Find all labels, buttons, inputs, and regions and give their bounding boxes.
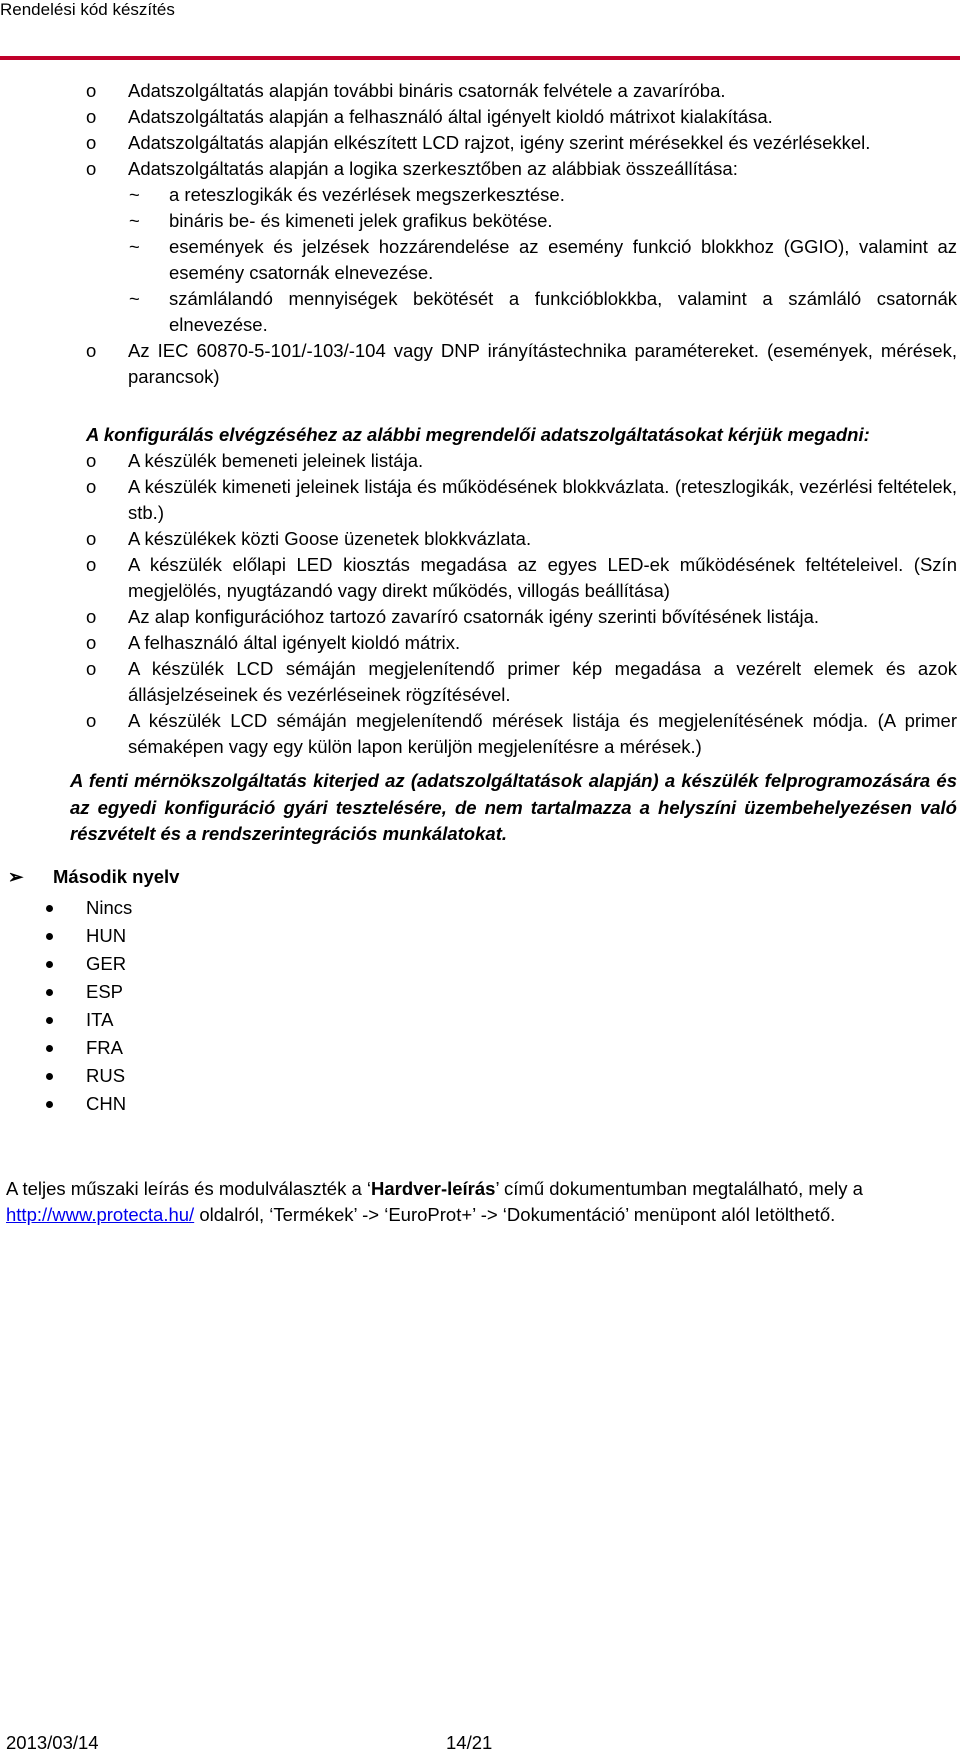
list-item-text: Adatszolgáltatás alapján a logika szerkesztőben az alábbiak összeállítása: [128,158,738,179]
circle-bullet-icon: o [86,80,97,101]
dot-bullet-icon [46,961,53,968]
language-option [0,950,960,978]
second-language-heading [0,864,960,890]
document-body [0,78,960,1228]
second-language-options [0,894,960,1118]
circle-bullet-icon: o [86,450,97,471]
language-option-label: RUS [86,1064,126,1086]
list-item [0,552,960,604]
list-item [0,448,960,474]
circle-bullet-icon: o [86,106,97,127]
list-item [0,104,960,130]
header-divider [0,56,960,60]
tilde-bullet-icon: ~ [129,236,140,257]
list-item-text: Az IEC 60870-5-101/-103/-104 vagy DNP irányítástechnika paramétereket. (események, mérések, parancsok) [128,340,957,387]
list-item-text: bináris be- és kimeneti jelek grafikus bekötése. [169,210,553,231]
circle-bullet-icon: o [86,632,97,653]
section-megrendeloi-list [0,448,960,760]
list-item [0,604,960,630]
language-option-label: ITA [86,1008,114,1030]
language-option [0,1006,960,1034]
list-item-text: Adatszolgáltatás alapján a felhasználó által igényelt kioldó mátrixot kialakítása. [128,106,773,127]
list-item-text: A felhasználó által igényelt kioldó mátrix. [128,632,461,653]
section-adatszolgaltatas-list [0,78,960,390]
language-option-label: GER [86,952,127,974]
dot-bullet-icon [46,1101,53,1108]
circle-bullet-icon: o [86,528,97,549]
list-item-text: A készülék bemeneti jeleinek listája. [128,450,424,471]
protecta-link[interactable]: http://www.protecta.hu/ [6,1203,195,1225]
doc-text-1: A teljes műszaki leírás és modulválaszték a ‘ [6,1177,372,1199]
list-item [0,630,960,656]
documentation-paragraph [0,1176,960,1228]
dot-bullet-icon [46,1073,53,1080]
language-option-label: CHN [86,1092,127,1114]
list-item [0,130,960,156]
list-item-text: A készülék LCD sémáján megjelenítendő mérések listája és megjelenítésének módja. (A primer sémaképen vagy egy külön lapon kerüljön megjelenítésre a mérések.) [128,710,957,757]
section2-heading: A konfigurálás elvégzéséhez az alábbi megrendelői adatszolgáltatásokat kérjük megadni: [86,424,870,445]
list-item [0,656,960,708]
circle-bullet-icon: o [86,710,97,731]
list-item [0,234,960,286]
circle-bullet-icon: o [86,340,97,361]
list-item-text: Adatszolgáltatás alapján elkészített LCD rajzot, igény szerint mérésekkel és vezérlésekkel. [128,132,871,153]
circle-bullet-icon: o [86,476,97,497]
language-option [0,922,960,950]
second-language-title: Második nyelv [53,865,180,887]
list-item-text: A készülékek közti Goose üzenetek blokkvázlata. [128,528,532,549]
arrow-bullet-icon: ➢ [8,865,24,887]
list-item-text: Az alap konfigurációhoz tartozó zavaríró csatornák igény szerinti bővítésének listája. [128,606,820,627]
list-item [0,208,960,234]
list-item-text: A készülék előlapi LED kiosztás megadása az egyes LED-ek működésének feltételeivel. (Szín megjelölés, nyugtázandó vagy direkt működés, villogás beállítása) [128,554,957,601]
tilde-bullet-icon: ~ [129,210,140,231]
language-option [0,1034,960,1062]
list-item-text: számlálandó mennyiségek bekötését a funkcióblokkba, valamint a számláló csatornák elnevezése. [169,288,957,335]
list-item-text: A készülék LCD sémáján megjelenítendő primer kép megadása a vezérelt elemek és azok állásjelzéseinek és vezérléseinek rögzítésével. [128,658,957,705]
circle-bullet-icon: o [86,132,97,153]
list-item [0,182,960,208]
engineering-service-note: A fenti mérnökszolgáltatás kiterjed az (adatszolgáltatások alapján) a készülék felprogramozására és az egyedi konfiguráció gyári tesztelésére, de nem tartalmazza a helyszíni üzembehelyezésen való részvételt és a rendszerintegrációs munkálatokat. [70,770,957,844]
circle-bullet-icon: o [86,554,97,575]
dot-bullet-icon [46,989,53,996]
page-header-title: Rendelési kód készítés [0,0,175,19]
doc-text-3: oldalról, ‘Termékek’ -> ‘EuroProt+’ -> ‘Dokumentáció’ menüpont alól letölthető. [194,1203,836,1225]
dot-bullet-icon [46,1017,53,1024]
language-option [0,894,960,922]
language-option [0,1062,960,1090]
circle-bullet-icon: o [86,658,97,679]
list-item [0,526,960,552]
list-item [0,708,960,760]
dot-bullet-icon [46,905,53,912]
list-item-text: a reteszlogikák és vezérlések megszerkesztése. [169,184,565,205]
doc-text-2: ’ című dokumentumban megtalálható, mely a [495,1177,863,1199]
language-option-label: HUN [86,924,127,946]
footer-page-number: 14/21 [446,1732,493,1753]
footer-date: 2013/03/14 [6,1732,99,1753]
language-option-label: FRA [86,1036,123,1058]
list-item [0,474,960,526]
list-item [0,338,960,390]
dot-bullet-icon [46,933,53,940]
list-item [0,156,960,182]
language-option-label: ESP [86,980,124,1002]
hardware-description-title: Hardver-leírás [371,1177,496,1199]
tilde-bullet-icon: ~ [129,184,140,205]
language-option-label: Nincs [86,896,133,918]
list-item-text: A készülék kimeneti jeleinek listája és működésének blokkvázlata. (reteszlogikák, vezérlési feltételek, stb.) [128,476,957,523]
language-option [0,978,960,1006]
list-item-text: Adatszolgáltatás alapján további bináris csatornák felvétele a zavaríróba. [128,80,726,101]
list-item-text: események és jelzések hozzárendelése az esemény funkció blokkhoz (GGIO), valamint az esemény csatornák elnevezése. [169,236,957,283]
language-option [0,1090,960,1118]
list-item [0,78,960,104]
circle-bullet-icon: o [86,158,97,179]
tilde-bullet-icon: ~ [129,288,140,309]
dot-bullet-icon [46,1045,53,1052]
circle-bullet-icon: o [86,606,97,627]
list-item [0,286,960,338]
